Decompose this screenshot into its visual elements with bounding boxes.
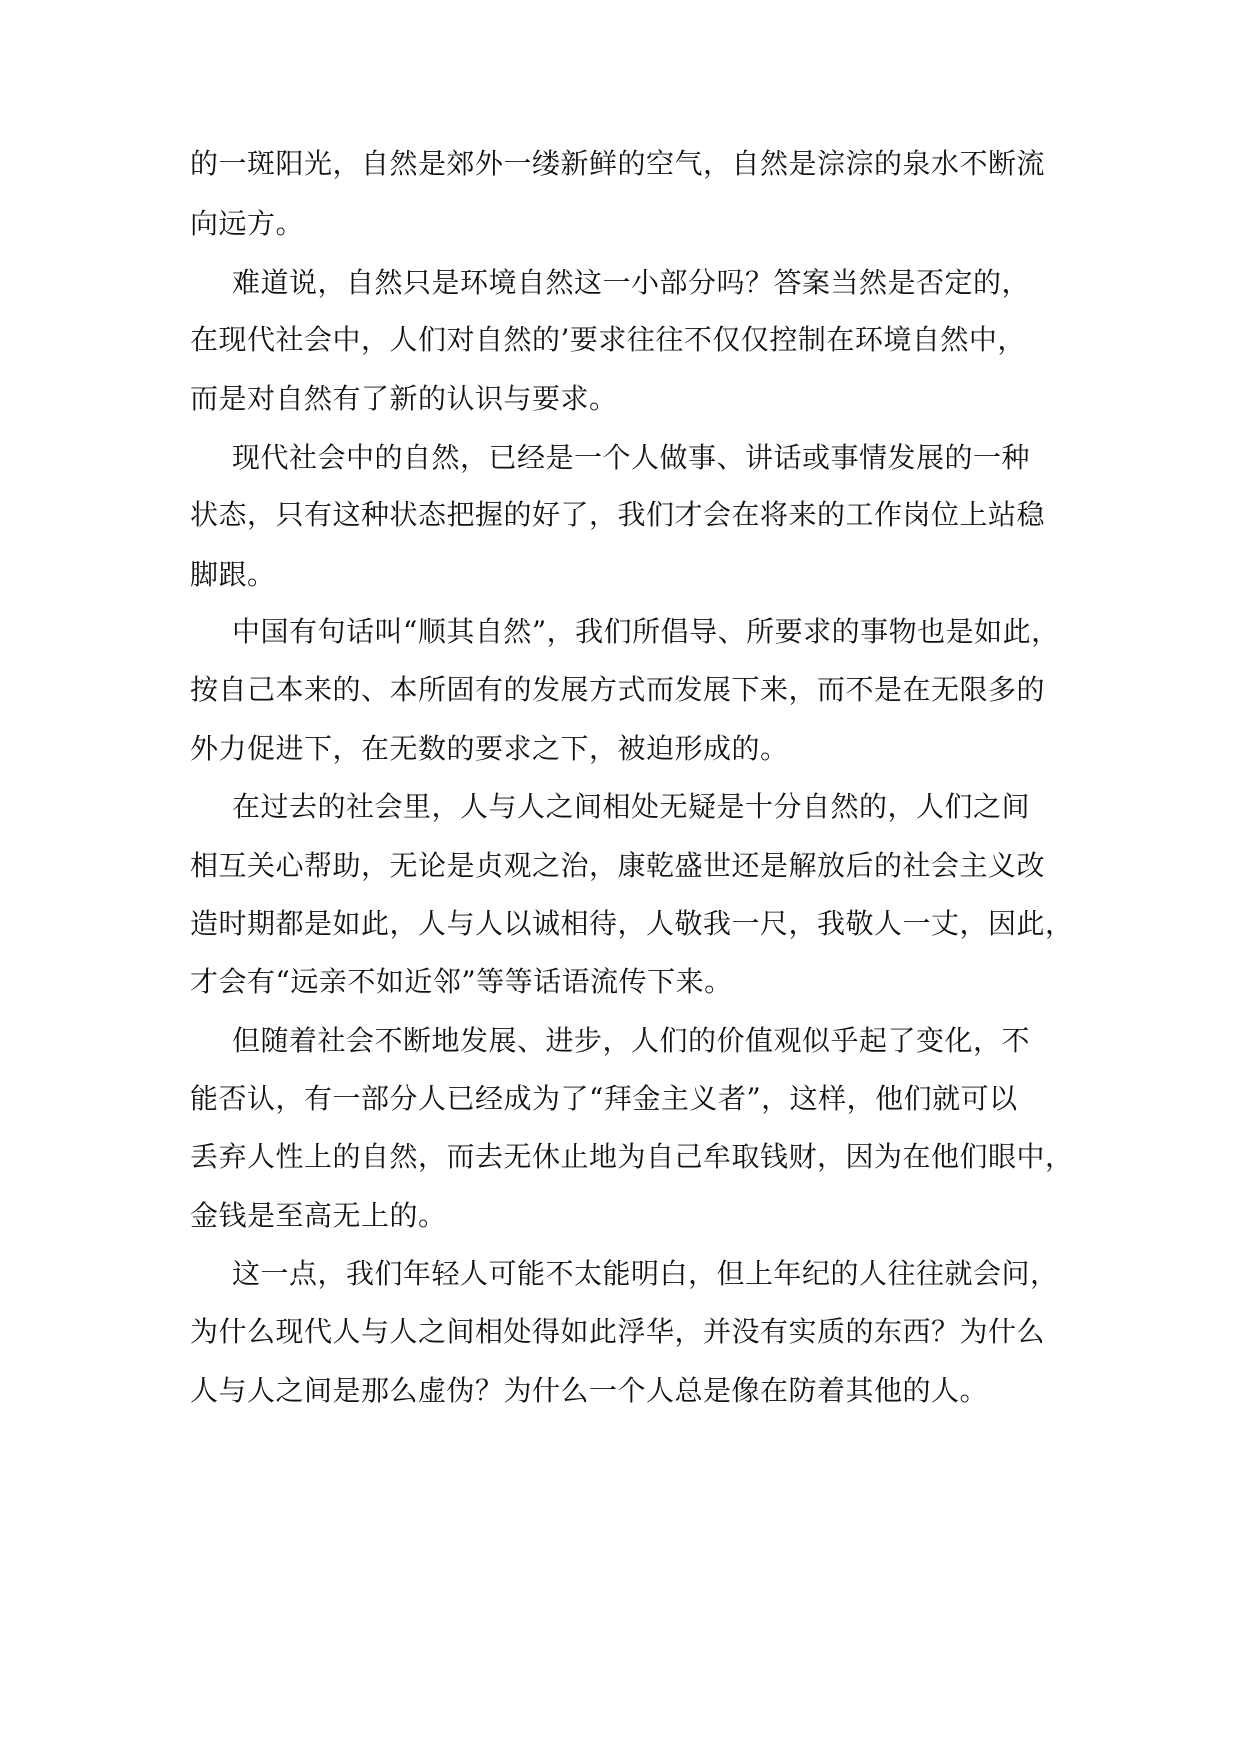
text-line-22: 人与人之间是那么虚伪？为什么一个人总是像在防着其他的人。 xyxy=(190,1374,989,1407)
text-line-19: 金钱是至高无上的。 xyxy=(190,1199,447,1232)
text-line-9: 中国有句话叫“顺其自然”，我们所倡导、所要求的事物也是如此， xyxy=(232,615,1060,648)
text-line-14: 造时期都是如此，人与人以诚相待，人敬我一尺，我敬人一丈，因此， xyxy=(190,907,1074,940)
text-line-8: 脚跟。 xyxy=(190,558,276,591)
text-line-17: 能否认，有一部分人已经成为了“拜金主义者”，这样，他们就可以 xyxy=(190,1082,1018,1115)
text-line-11: 外力促进下，在无数的要求之下，被迫形成的。 xyxy=(190,732,789,765)
text-line-6: 现代社会中的自然，已经是一个人做事、讲话或事情发展的一种 xyxy=(232,441,1031,474)
text-line-20: 这一点，我们年轻人可能不太能明白，但上年纪的人往往就会问， xyxy=(232,1257,1059,1290)
text-line-2: 向远方。 xyxy=(190,207,305,240)
text-line-12: 在过去的社会里，人与人之间相处无疑是十分自然的，人们之间 xyxy=(232,790,1031,823)
text-line-18: 丢弃人性上的自然，而去无休止地为自己牟取钱财，因为在他们眼中， xyxy=(190,1140,1074,1173)
text-line-1: 的一斑阳光，自然是郊外一缕新鲜的空气，自然是淙淙的泉水不断流 xyxy=(190,147,1046,180)
text-line-3: 难道说，自然只是环境自然这一小部分吗？答案当然是否定的， xyxy=(232,266,1031,299)
text-line-21: 为什么现代人与人之间相处得如此浮华，并没有实质的东西？为什么 xyxy=(190,1315,1046,1348)
text-line-10: 按自己本来的、本所固有的发展方式而发展下来，而不是在无限多的 xyxy=(190,673,1046,706)
text-line-13: 相互关心帮助，无论是贞观之治，康乾盛世还是解放后的社会主义改 xyxy=(190,849,1046,882)
text-line-5: 而是对自然有了新的认识与要求。 xyxy=(190,382,618,415)
text-line-16: 但随着社会不断地发展、进步，人们的价值观似乎起了变化，不 xyxy=(232,1024,1031,1057)
text-line-15: 才会有“远亲不如近邻”等等话语流传下来。 xyxy=(190,965,733,998)
text-line-4: 在现代社会中，人们对自然的’要求往往不仅仅控制在环境自然中， xyxy=(190,323,1026,356)
text-line-7: 状态，只有这种状态把握的好了，我们才会在将来的工作岗位上站稳 xyxy=(190,498,1046,531)
